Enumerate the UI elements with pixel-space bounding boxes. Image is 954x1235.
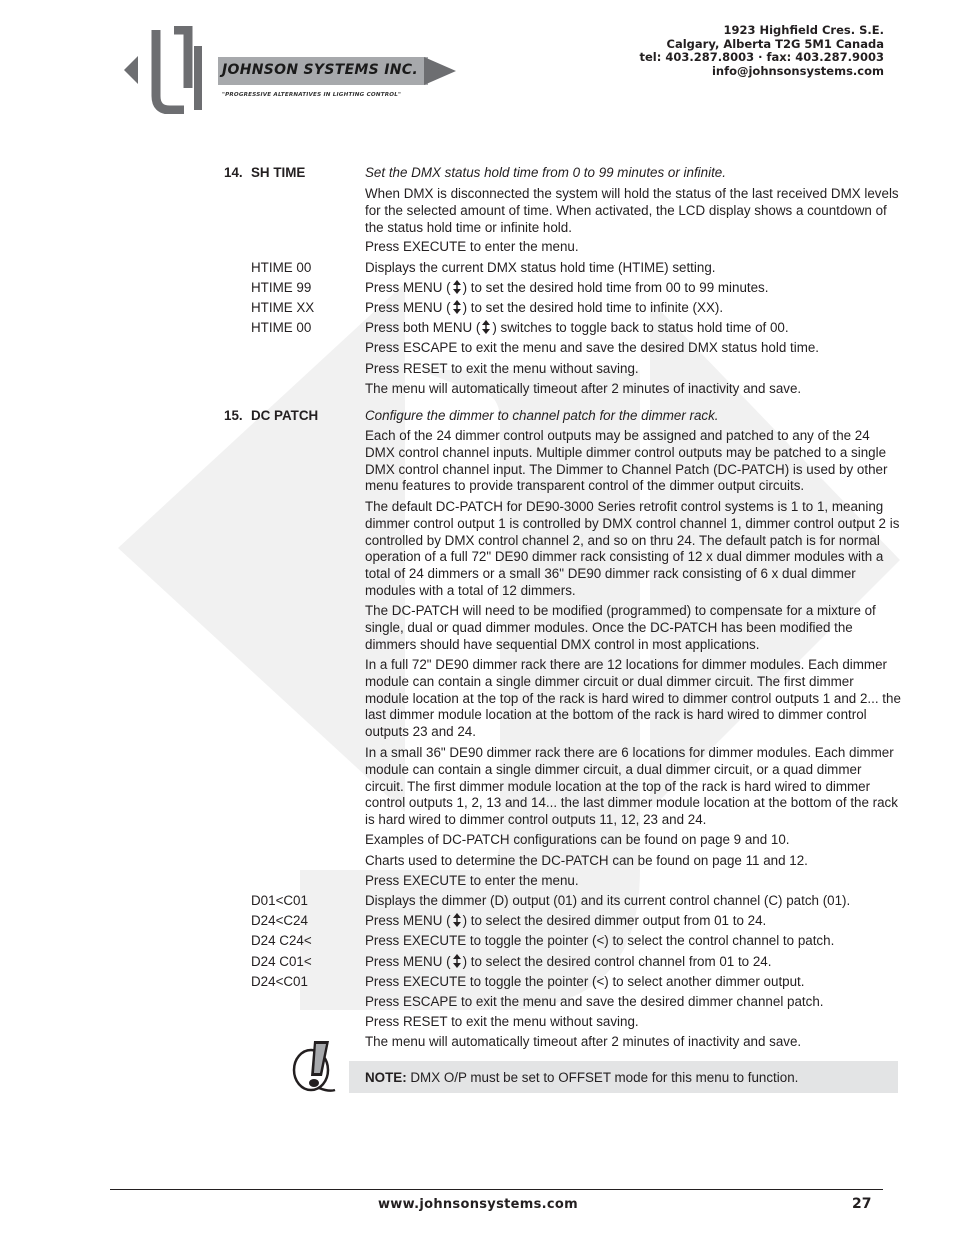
paragraph: Press EXECUTE to enter the menu.: [365, 873, 579, 888]
lcd-code: D24<C24: [251, 913, 308, 928]
step-description: Displays the dimmer (D) output (01) and its current control channel (C) patch (01).: [365, 893, 851, 908]
paragraph: Charts used to determine the DC-PATCH can be found on page 11 and 12.: [365, 853, 808, 868]
paragraph: The DC-PATCH will need to be modified (programmed) to compensate for a mixture of single, dual or quad dimmer modules. Once the DC-PATCH has been modified the dimmers should have sequential DMX control in most applications.: [365, 603, 876, 652]
paragraph: Each of the 24 dimmer control outputs may be assigned and patched to any of the 24 DMX control channel inputs. Multiple dimmer control outputs may be patched to a single DMX control channel input. The Dimmer to Channel Patch (DC-PATCH) is used by other menu features to provide transparent control of the dimmer output circuits.: [365, 428, 888, 494]
menu-up-down-arrow-icon: [481, 320, 491, 334]
step-description: Press MENU ( ) to select the desired control channel from 01 to 24.: [365, 954, 772, 969]
paragraph: Press EXECUTE to enter the menu.: [365, 239, 579, 254]
address-email: info@johnsonsystems.com: [711, 63, 884, 78]
menu-up-down-arrow-icon: [452, 913, 462, 927]
lcd-code: HTIME 00: [251, 260, 312, 275]
lcd-code: D01<C01: [251, 893, 308, 908]
paragraph: The menu will automatically timeout after 2 minutes of inactivity and save.: [365, 381, 802, 396]
step-description: Press EXECUTE to toggle the pointer (<) to select the control channel to patch.: [365, 933, 835, 948]
company-logo: [124, 26, 458, 114]
note-label: NOTE:: [365, 1070, 407, 1085]
note-exclamation-icon: [289, 1038, 339, 1094]
section-title: SH TIME: [251, 165, 306, 180]
footer-website-link[interactable]: www.johnsonsystems.com: [378, 1197, 578, 1212]
address-city: Calgary, Alberta T2G 5M1 Canada: [666, 36, 884, 51]
lcd-code: HTIME 00: [251, 320, 312, 335]
paragraph: Press ESCAPE to exit the menu and save the desired dimmer channel patch.: [365, 994, 824, 1009]
footer-divider: [110, 1189, 883, 1190]
paragraph: The default DC-PATCH for DE90-3000 Series retrofit control systems is 1 to 1, meaning dimmer control output 1 is controlled by DMX control channel 1, dimmer control output 2 is controlled by DMX control channel 2, and so on thru 24. The default patch is for normal operation of a full 72" DE90 dimmer rack consisting of 12 x dual dimmer modules with a total of 24 dimmers or a small 36" DE90 dimmer rack consisting of 6 x dual dimmer modules with a total of 12 dimmers.: [365, 499, 900, 598]
paragraph: Press RESET to exit the menu without saving.: [365, 1014, 639, 1029]
page-number: 27: [852, 1196, 872, 1212]
step-description: Press EXECUTE to toggle the pointer (<) to select another dimmer output.: [365, 974, 805, 989]
company-address: [639, 24, 884, 78]
section-number: 15.: [224, 408, 243, 423]
paragraph: Press ESCAPE to exit the menu and save the desired DMX status hold time.: [365, 340, 820, 355]
step-description: Press both MENU ( ) switches to toggle back to status hold time of 00.: [365, 320, 789, 335]
step-description: Displays the current DMX status hold time (HTIME) setting.: [365, 260, 716, 275]
paragraph: Press RESET to exit the menu without saving.: [365, 361, 639, 376]
paragraph: Examples of DC-PATCH configurations can be found on page 9 and 10.: [365, 832, 790, 847]
paragraph: When DMX is disconnected the system will hold the status of the last received DMX levels for the selected amount of time. When activated, the LCD display shows a countdown of the status hold time or infinite hold.: [365, 186, 899, 235]
section-summary: Set the DMX status hold time from 0 to 99 minutes or infinite.: [365, 165, 726, 180]
company-tagline: "PROGRESSIVE ALTERNATIVES IN LIGHTING CONTROL": [222, 92, 402, 98]
step-description: Press MENU ( ) to set the desired hold time to infinite (XX).: [365, 300, 724, 315]
section-number: 14.: [224, 165, 243, 180]
menu-up-down-arrow-icon: [452, 954, 462, 968]
address-street: 1923 Highfield Cres. S.E.: [723, 23, 884, 37]
note-box: [349, 1061, 898, 1093]
step-description: Press MENU ( ) to set the desired hold time from 00 to 99 minutes.: [365, 280, 769, 295]
address-phone: tel: 403.287.8003 · fax: 403.287.9003: [639, 50, 884, 65]
lcd-code: D24 C24<: [251, 933, 312, 948]
menu-up-down-arrow-icon: [452, 280, 462, 294]
lcd-code: HTIME 99: [251, 280, 312, 295]
lcd-code: D24 C01<: [251, 954, 312, 969]
lcd-code: HTIME XX: [251, 300, 315, 315]
note-text: [365, 1070, 798, 1085]
section-summary: Configure the dimmer to channel patch for the dimmer rack.: [365, 408, 719, 423]
step-description: Press MENU ( ) to select the desired dimmer output from 01 to 24.: [365, 913, 767, 928]
paragraph: In a full 72" DE90 dimmer rack there are 12 locations for dimmer modules. Each dimmer module can contain a single dimmer circuit or dual dimmer circuit. The first dimmer module location at the top of the rack is hard wired to dimmer control outputs 1 and 2... the last dimmer module location at the bottom of the rack is hard wired to dimmer control outputs 23 and 24.: [365, 657, 901, 740]
company-name: JOHNSON SYSTEMS INC.: [222, 62, 418, 78]
paragraph: In a small 36" DE90 dimmer rack there are 6 locations for dimmer modules. Each dimmer module can contain a single dimmer circuit, a dual dimmer circuit, or a quad dimmer circuit. The first dimmer module location at the top of the rack is hard wired to dimmer control outputs 1, 2, 13 and 14... the last dimmer module location at the bottom of the rack is hard wired to dimmer control outputs 11, 12, 23 and 24.: [365, 745, 898, 828]
note-body: DMX O/P must be set to OFFSET mode for this menu to function.: [406, 1070, 799, 1085]
paragraph: The menu will automatically timeout after 2 minutes of inactivity and save.: [365, 1034, 802, 1049]
section-title: DC PATCH: [251, 408, 319, 423]
menu-up-down-arrow-icon: [452, 300, 462, 314]
lcd-code: D24<C01: [251, 974, 308, 989]
